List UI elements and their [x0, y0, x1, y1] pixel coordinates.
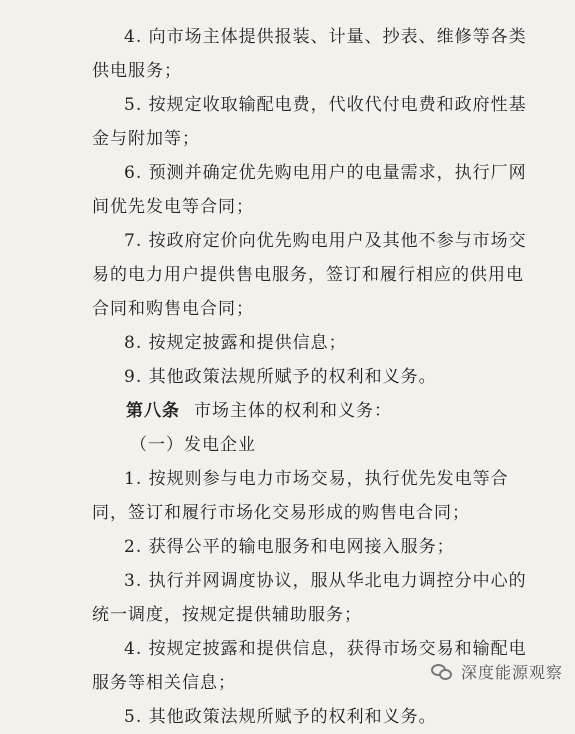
watermark-text: 深度能源观察: [460, 663, 563, 682]
list-item: 4. 向市场主体提供报装、计量、抄表、维修等各类供电服务；: [92, 27, 527, 81]
watermark: [431, 660, 563, 683]
article-title: 市场主体的权利和义务：: [194, 401, 392, 421]
list-item: 3. 执行并网调度协议，服从华北电力调控分中心的统一调度，按规定提供辅助服务；: [92, 571, 527, 625]
list-item: 6. 预测并确定优先购电用户的电量需求，执行厂网间优先发电等合同；: [92, 163, 527, 217]
article-heading: [92, 394, 533, 428]
article-label: 第八条: [126, 401, 180, 421]
list-item: 1. 按规则参与电力市场交易，执行优先发电等合同，签订和履行市场化交易形成的购售电合同；: [92, 469, 509, 523]
list-item: 5. 按规定收取输配电费，代收代付电费和政府性基金与附加等；: [92, 95, 527, 149]
list-item: 7. 按政府定价向优先购电用户及其他不参与市场交易的电力用户提供售电服务，签订和履行相应的供用电合同和购售电合同；: [92, 231, 527, 319]
subsection-title: （一）发电企业: [130, 435, 256, 455]
list-item: 8. 按规定披露和提供信息；: [124, 333, 347, 353]
list-item: 5. 其他政策法规所赋予的权利和义务。: [124, 707, 437, 727]
list-item: 4. 按规定披露和提供信息，获得市场交易和输配电服务等相关信息；: [92, 639, 527, 693]
list-item: 9. 其他政策法规所赋予的权利和义务。: [124, 367, 437, 387]
list-item: 2. 获得公平的输电服务和电网接入服务；: [124, 537, 455, 557]
wechat-icon: [431, 663, 453, 681]
